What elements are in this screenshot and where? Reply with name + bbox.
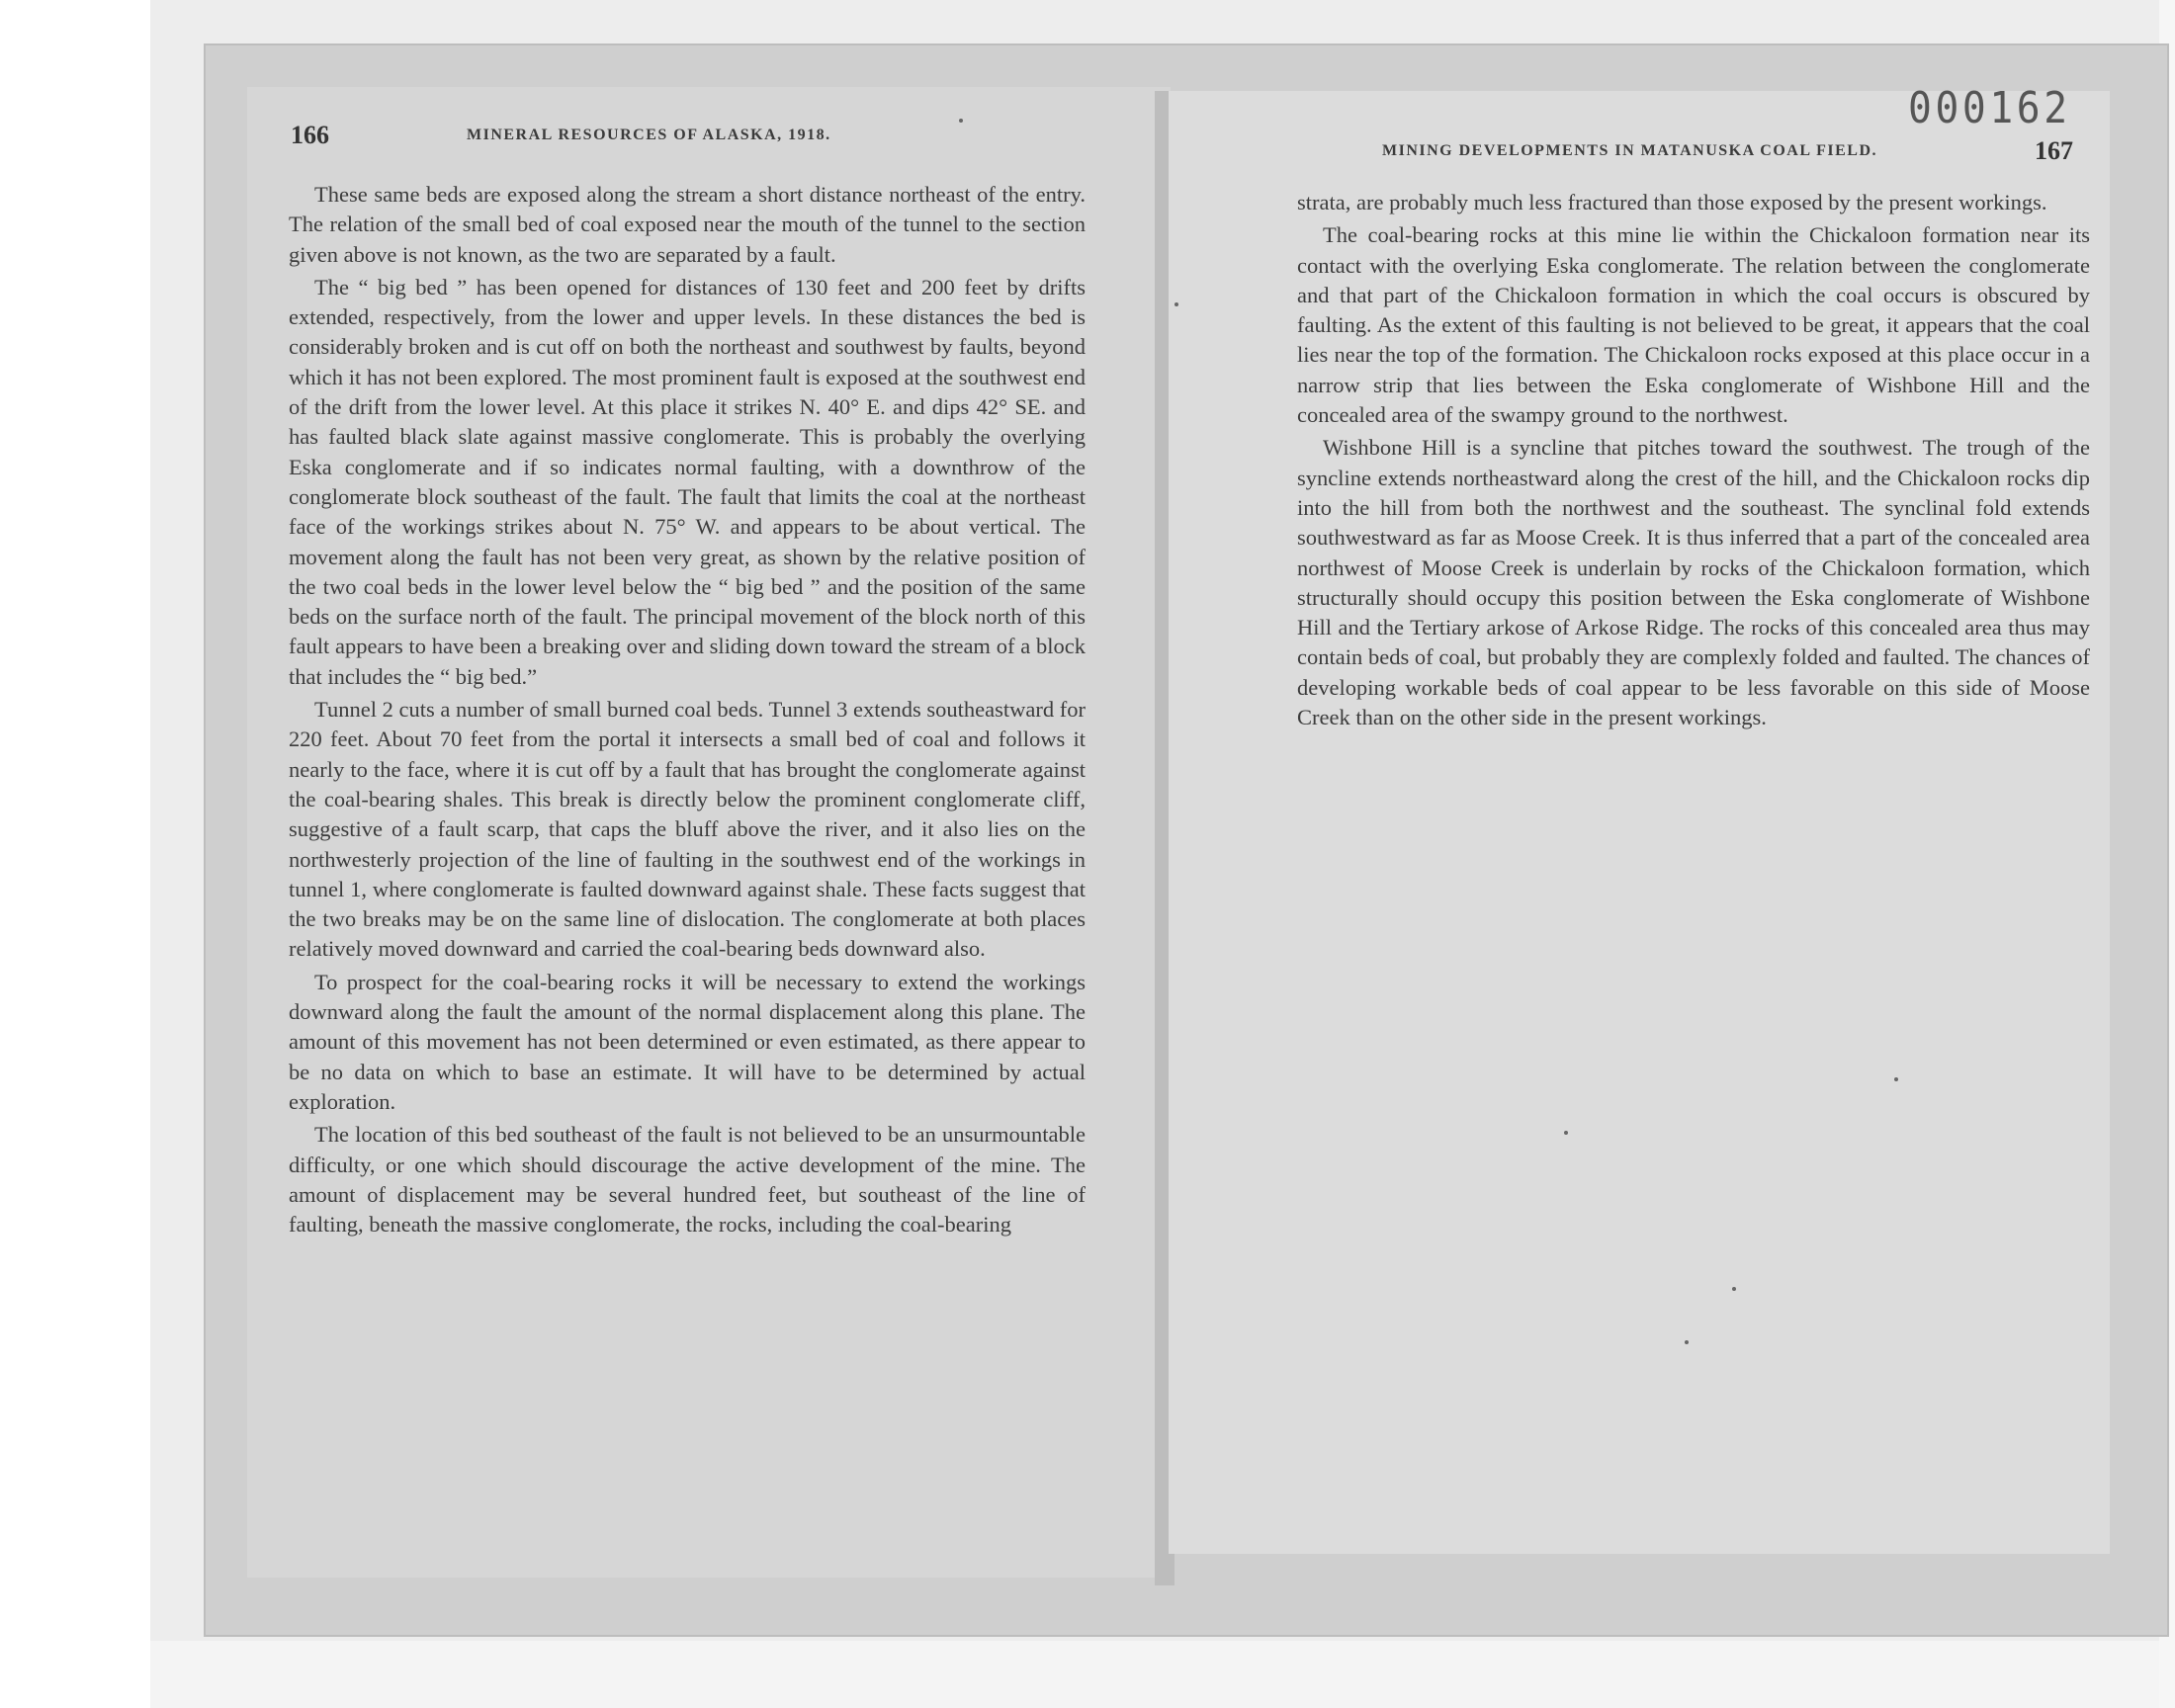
paragraph: These same beds are exposed along the stream a short distance northeast of the entry. The relation of the small bed of coal exposed near the mouth of the tunnel to the section given above is not known, as the two are separated by a fault.	[289, 182, 1086, 267]
left-body-text	[289, 180, 1086, 1239]
paragraph: The coal-bearing rocks at this mine lie within the Chickaloon formation near its contact with the overlying Eska conglomerate. The relation between the conglomerate and that part of the Chickaloon formation in which the coal occurs is obscured by faulting. As the extent of this faulting is not believed to be great, it appears that the coal lies near the top of the formation. The Chickaloon rocks exposed at this place occur in a narrow strip that lies between the Eska conglomerate of Wishbone Hill and the concealed area of the swampy ground to the northwest.	[1297, 222, 2090, 428]
archive-stamp: 000162	[1908, 83, 2071, 133]
scan-speck	[1732, 1287, 1736, 1291]
left-page-number: 166	[291, 121, 329, 149]
paragraph: strata, are probably much less fractured than those exposed by the present workings.	[1297, 190, 2047, 214]
scanner-margin	[0, 0, 150, 1708]
scan-speck	[1685, 1340, 1689, 1344]
scan-speck	[1564, 1131, 1568, 1135]
paragraph: The location of this bed southeast of the fault is not believed to be an unsurmountable difficulty, or one which should discourage the active development of the mine. The amount of displacement may be several hundred feet, but southeast of the line of faulting, beneath the massive conglomerate, the rocks, including the coal-bearing	[289, 1122, 1086, 1238]
scan-speck	[959, 119, 963, 123]
right-running-head: MINING DEVELOPMENTS IN MATANUSKA COAL FIELD.	[1382, 142, 1878, 159]
right-body-text	[1297, 188, 2090, 732]
paragraph: To prospect for the coal-bearing rocks it will be necessary to extend the workings downward along the fault the amount of the normal displacement along this plane. The amount of this movement has not been determined or even estimated, as there appear to be no data on which to base an estimate. It will have to be determined by actual exploration.	[289, 969, 1086, 1114]
scan-speck	[1894, 1077, 1898, 1081]
right-page-number: 167	[2035, 136, 2073, 165]
left-running-head: MINERAL RESOURCES OF ALASKA, 1918.	[467, 127, 831, 143]
right-page	[1169, 91, 2110, 1554]
paragraph: Tunnel 2 cuts a number of small burned coal beds. Tunnel 3 extends southeastward for 220 feet. About 70 feet from the portal it intersects a small bed of coal and follows it nearly to the face, where it is cut off by a fault that has brought the conglomerate against the coal-bearing shales. This break is directly below the prominent conglomerate cliff, suggestive of a fault scarp, that caps the bluff above the river, and it also lies on the northwesterly projection of the line of faulting in the southwest end of the workings in tunnel 1, where conglomerate is faulted downward against shale. These facts suggest that the two breaks may be on the same line of dislocation. The conglomerate at both places relatively moved downward and carried the coal-bearing beds downward also.	[289, 697, 1086, 962]
scan-bottom-edge	[150, 1641, 2175, 1708]
left-page	[247, 87, 1171, 1578]
scan-speck	[1174, 302, 1178, 306]
paragraph: Wishbone Hill is a syncline that pitches toward the southwest. The trough of the syncline extends northeastward along the crest of the hill, and the Chickaloon rocks dip into the hill from both the northwest and the southeast. The synclinal fold extends southwestward as far as Moose Creek. It is thus inferred that a part of the concealed area northwest of Moose Creek is underlain by rocks of the Chickaloon formation, which structurally should occupy this position between the Eska conglomerate of Wishbone Hill and the Tertiary arkose of Arkose Ridge. The rocks of this concealed area thus may contain beds of coal, but probably they are complexly folded and faulted. The chances of developing workable beds of coal appear to be less favorable on this side of Moose Creek than on the other side in the present workings.	[1297, 435, 2090, 730]
paragraph: The “ big bed ” has been opened for distances of 130 feet and 200 feet by drifts extended, respectively, from the lower and upper levels. In these distances the bed is considerably broken and is cut off on both the northeast and southwest by faults, beyond which it has not been explored. The most prominent fault is exposed at the southwest end of the drift from the lower level. At this place it strikes N. 40° E. and dips 42° SE. and has faulted black slate against massive conglomerate. This is probably the overlying Eska conglomerate and if so indicates normal faulting, with a downthrow of the conglomerate block southeast of the fault. The fault that limits the coal at the northeast face of the workings strikes about N. 75° W. and appears to be about vertical. The movement along the fault has not been very great, as shown by the relative position of the two coal beds in the lower level below the “ big bed ” and the position of the same beds on the surface north of the fault. The principal movement of the block north of this fault appears to have been a breaking over and sliding down toward the stream of a block that includes the “ big bed.”	[289, 274, 1086, 689]
